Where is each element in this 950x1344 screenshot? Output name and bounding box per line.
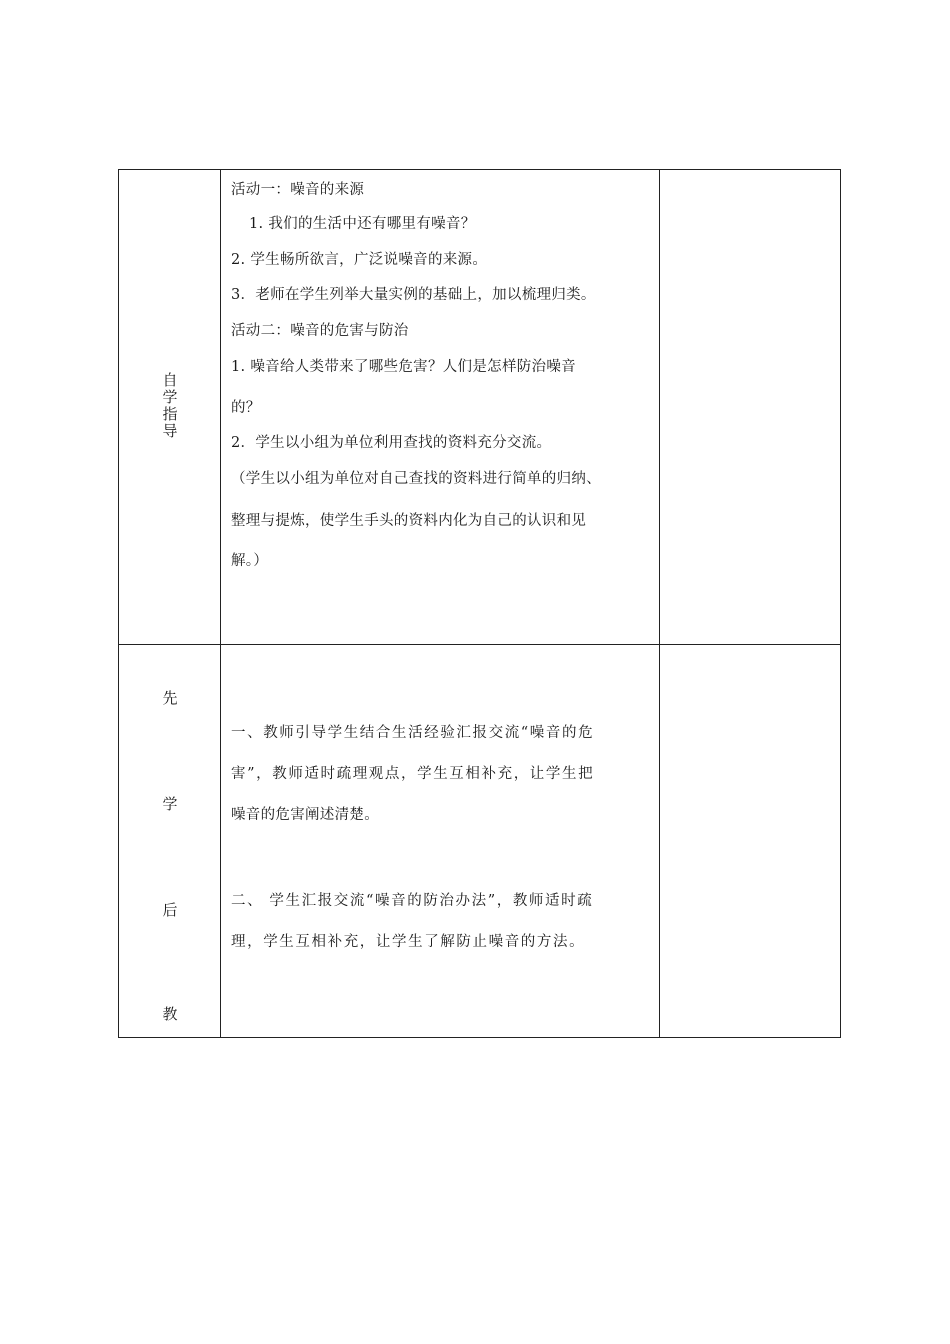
notes-cell — [660, 170, 840, 644]
content-cell — [221, 170, 660, 644]
list-item: 1. 我们的生活中还有哪里有噪音？ — [249, 216, 476, 232]
note-text: 整理与提炼，使学生手头的资料内化为自己的认识和见 — [231, 513, 587, 529]
row-label-cell — [119, 170, 221, 644]
paragraph-line: 噪音的危害阐述清楚。 — [231, 807, 379, 823]
paragraph-line: 理，学生互相补充，让学生了解防止噪音的方法。 — [231, 934, 586, 950]
content-cell — [221, 645, 660, 1037]
lesson-plan-table — [118, 169, 841, 1038]
row-label-char: 先 — [162, 689, 178, 707]
row-label-self-study: 自学指导 — [162, 371, 178, 440]
activity-heading: 活动一：噪音的来源 — [231, 182, 365, 198]
row-label-char: 学 — [162, 795, 178, 813]
row-label-char: 后 — [162, 901, 178, 919]
list-item: 3．老师在学生列举大量实例的基础上，加以梳理归类。 — [231, 287, 596, 303]
row-label-char: 教 — [162, 1005, 178, 1023]
list-item: 2．学生以小组为单位利用查找的资料充分交流。 — [231, 435, 552, 451]
list-item: 2. 学生畅所欲言，广泛说噪音的来源。 — [231, 252, 488, 268]
paragraph-line: 一、教师引导学生结合生活经验汇报交流“噪音的危 — [231, 725, 595, 741]
paragraph-line: 二、 学生汇报交流“噪音的防治办法”，教师适时疏 — [231, 893, 594, 909]
table-row-self-study — [119, 170, 840, 645]
row-label-cell — [119, 645, 221, 1037]
notes-cell — [660, 645, 840, 1037]
paragraph-line: 害”，教师适时疏理观点，学生互相补充，让学生把 — [231, 766, 595, 782]
note-text: （学生以小组为单位对自己查找的资料进行简单的归纳、 — [231, 471, 601, 487]
list-item: 的？ — [231, 400, 261, 416]
list-item: 1. 噪音给人类带来了哪些危害？人们是怎样防治噪音 — [231, 359, 576, 375]
note-text: 解。） — [231, 553, 269, 569]
table-row-learn-then-teach — [119, 645, 840, 1037]
activity-heading: 活动二：噪音的危害与防治 — [231, 323, 409, 339]
